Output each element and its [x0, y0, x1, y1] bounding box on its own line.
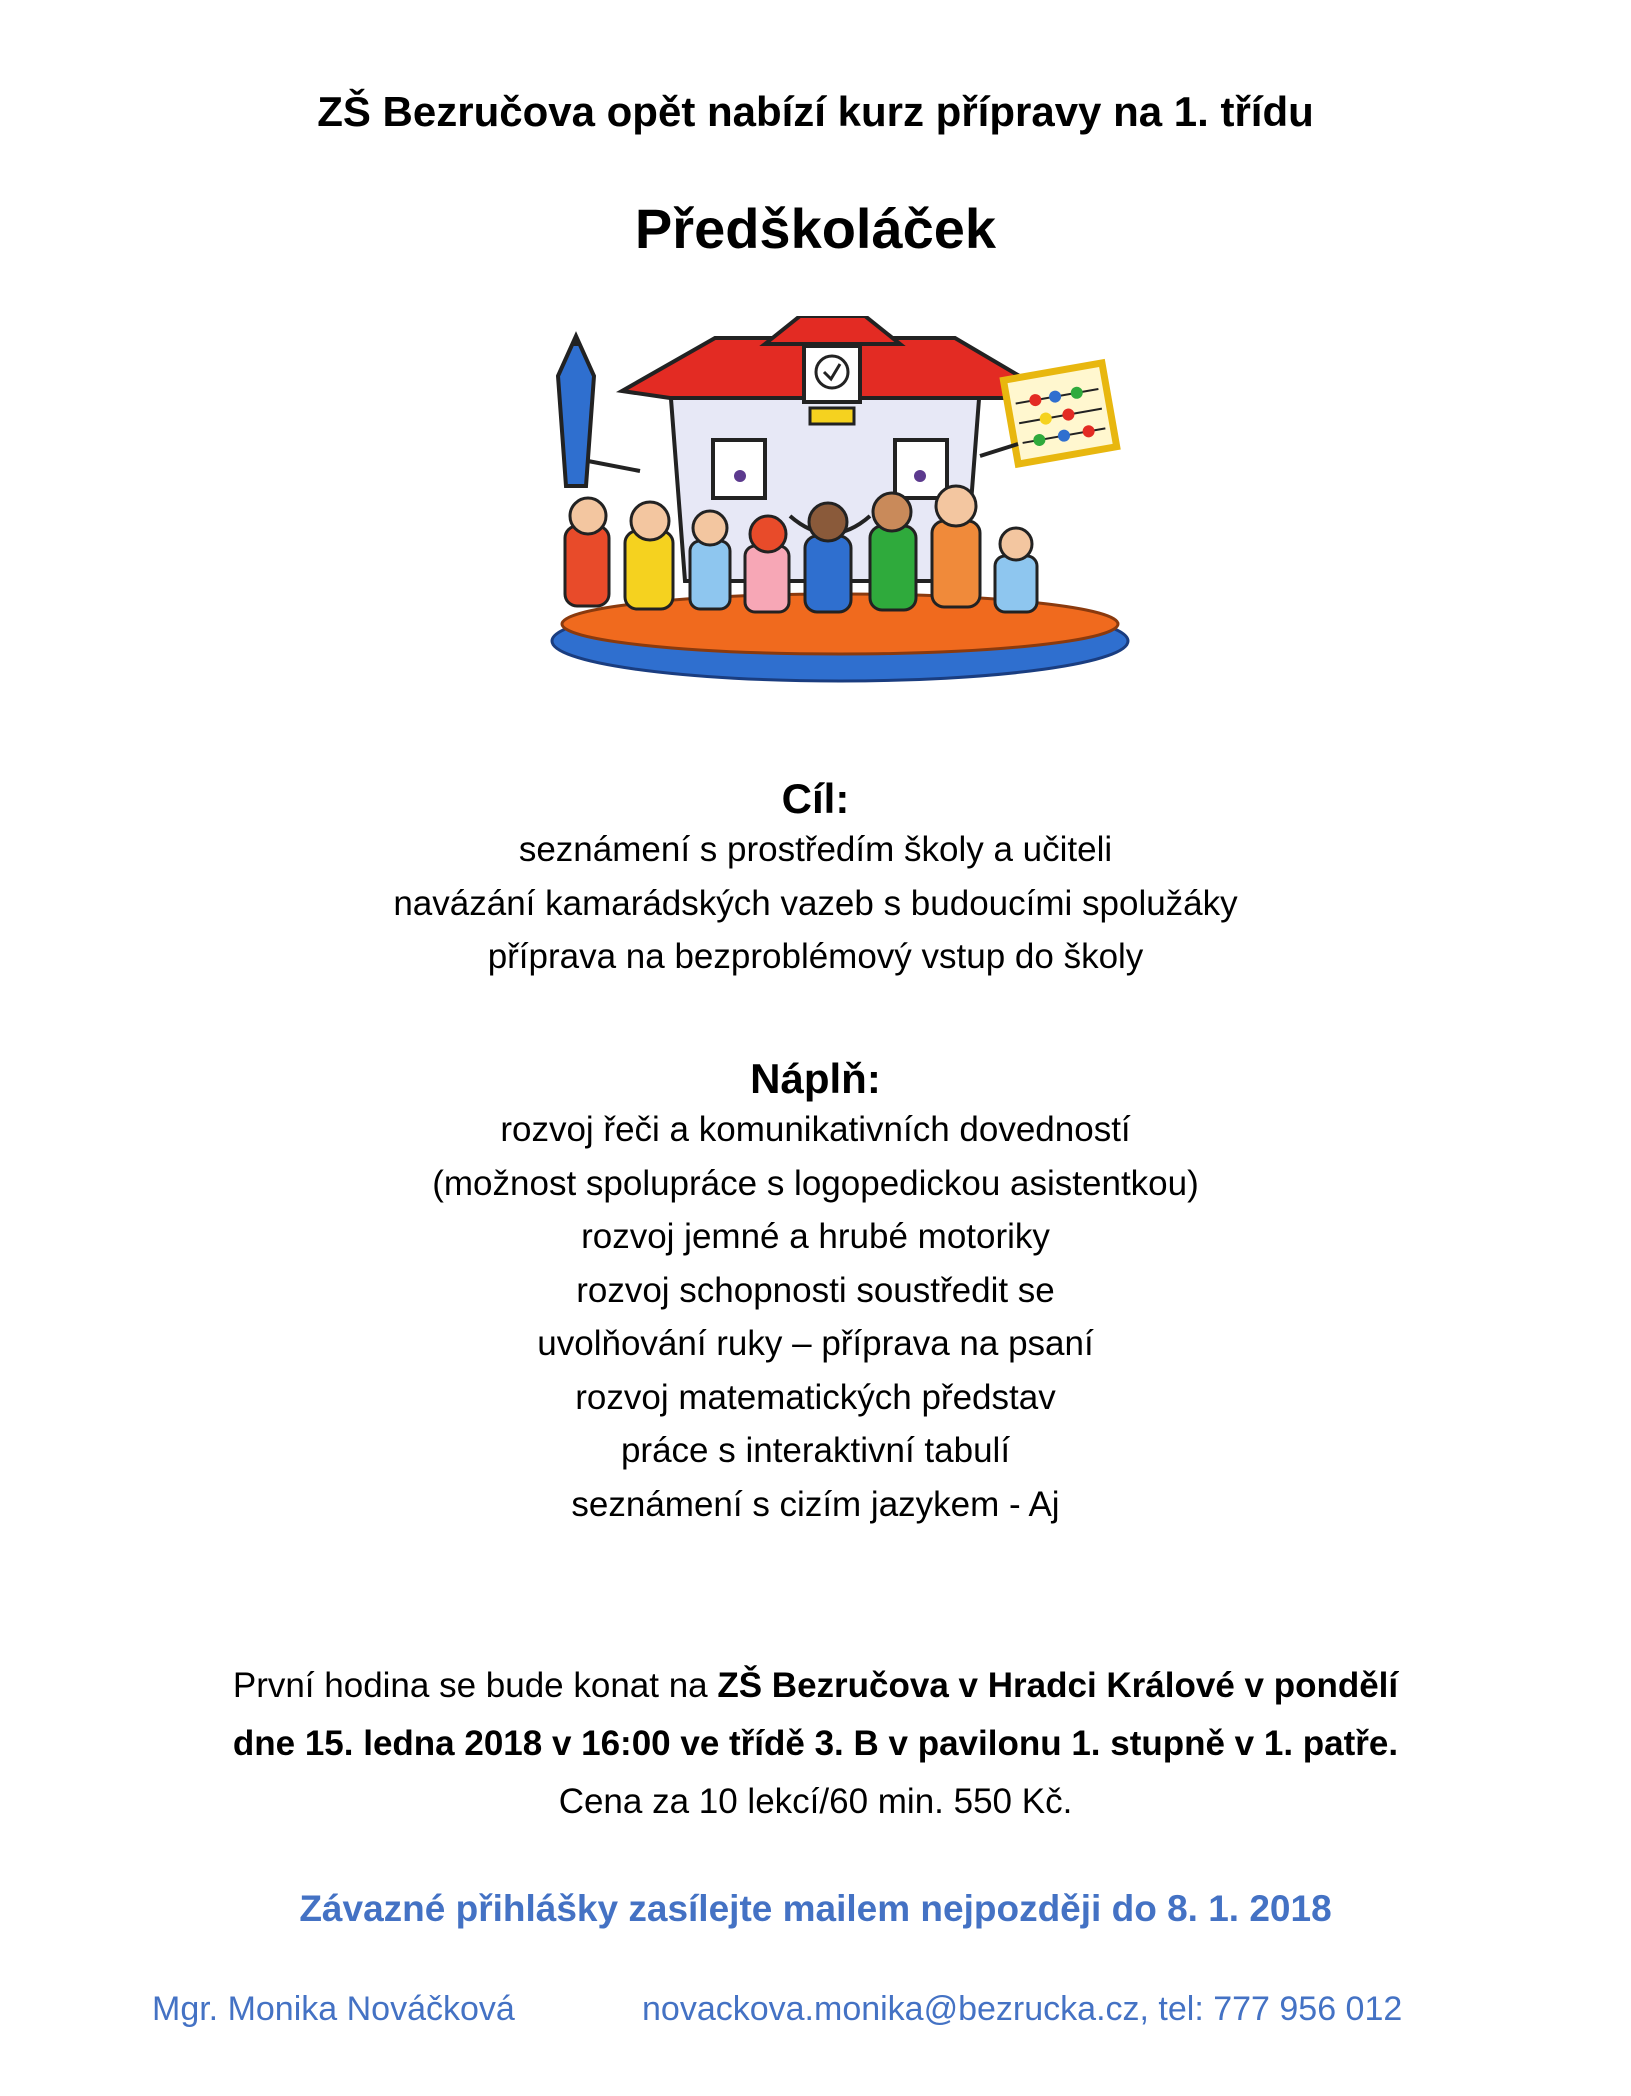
content-item: práce s interaktivní tabulí	[620, 1431, 1011, 1470]
info-line-2-bold: dne 15. ledna 2018 v 16:00 ve třídě 3. B v pavilonu 1. stupně v 1. patře.	[232, 1724, 1399, 1763]
content-item: uvolňování ruky – příprava na psaní	[537, 1324, 1094, 1363]
goal-item: navázání kamarádských vazeb s budoucími spolužáky	[393, 883, 1238, 923]
info-line-1	[0, 1657, 1631, 1715]
registration-deadline: Závazné přihlášky zasílejte mailem nejpozději do 8. 1. 2018	[299, 1888, 1332, 1929]
goal-item: seznámení s prostředím školy a učiteli	[518, 830, 1113, 869]
content-item: rozvoj matematických představ	[575, 1377, 1056, 1417]
contact-email-phone[interactable]: novackova.monika@bezrucka.cz, tel: 777 956 012	[642, 1990, 1403, 2028]
course-title: Předškoláček	[634, 197, 997, 260]
content-item: seznámení s cizím jazykem - Aj	[571, 1484, 1060, 1524]
content-section	[0, 1055, 1631, 1531]
content-item: (možnost spolupráce s logopedickou asistentkou)	[432, 1163, 1199, 1203]
goal-item: příprava na bezproblémový vstup do školy	[487, 937, 1144, 976]
info-line-1-bold: ZŠ Bezručova v Hradci Králové v pondělí	[717, 1666, 1399, 1705]
contact-name: Mgr. Monika Nováčková	[152, 1990, 515, 2028]
content-title: Náplň:	[750, 1055, 881, 1102]
goal-title: Cíl:	[781, 775, 850, 822]
price-line: Cena za 10 lekcí/60 min. 550 Kč.	[558, 1782, 1073, 1821]
header-subtitle: ZŠ Bezručova opět nabízí kurz přípravy na 1. třídu	[317, 88, 1314, 135]
school-building-with-children-icon	[540, 316, 1130, 686]
content-item: rozvoj schopnosti soustředit se	[576, 1270, 1055, 1310]
content-item: rozvoj řeči a komunikativních dovedností	[500, 1110, 1131, 1149]
info-line-2	[0, 1715, 1631, 1773]
info-line-1-text: První hodina se bude konat na	[232, 1666, 718, 1705]
goal-section	[0, 775, 1631, 984]
course-info	[0, 1657, 1631, 1831]
content-item: rozvoj jemné a hrubé motoriky	[581, 1217, 1050, 1256]
